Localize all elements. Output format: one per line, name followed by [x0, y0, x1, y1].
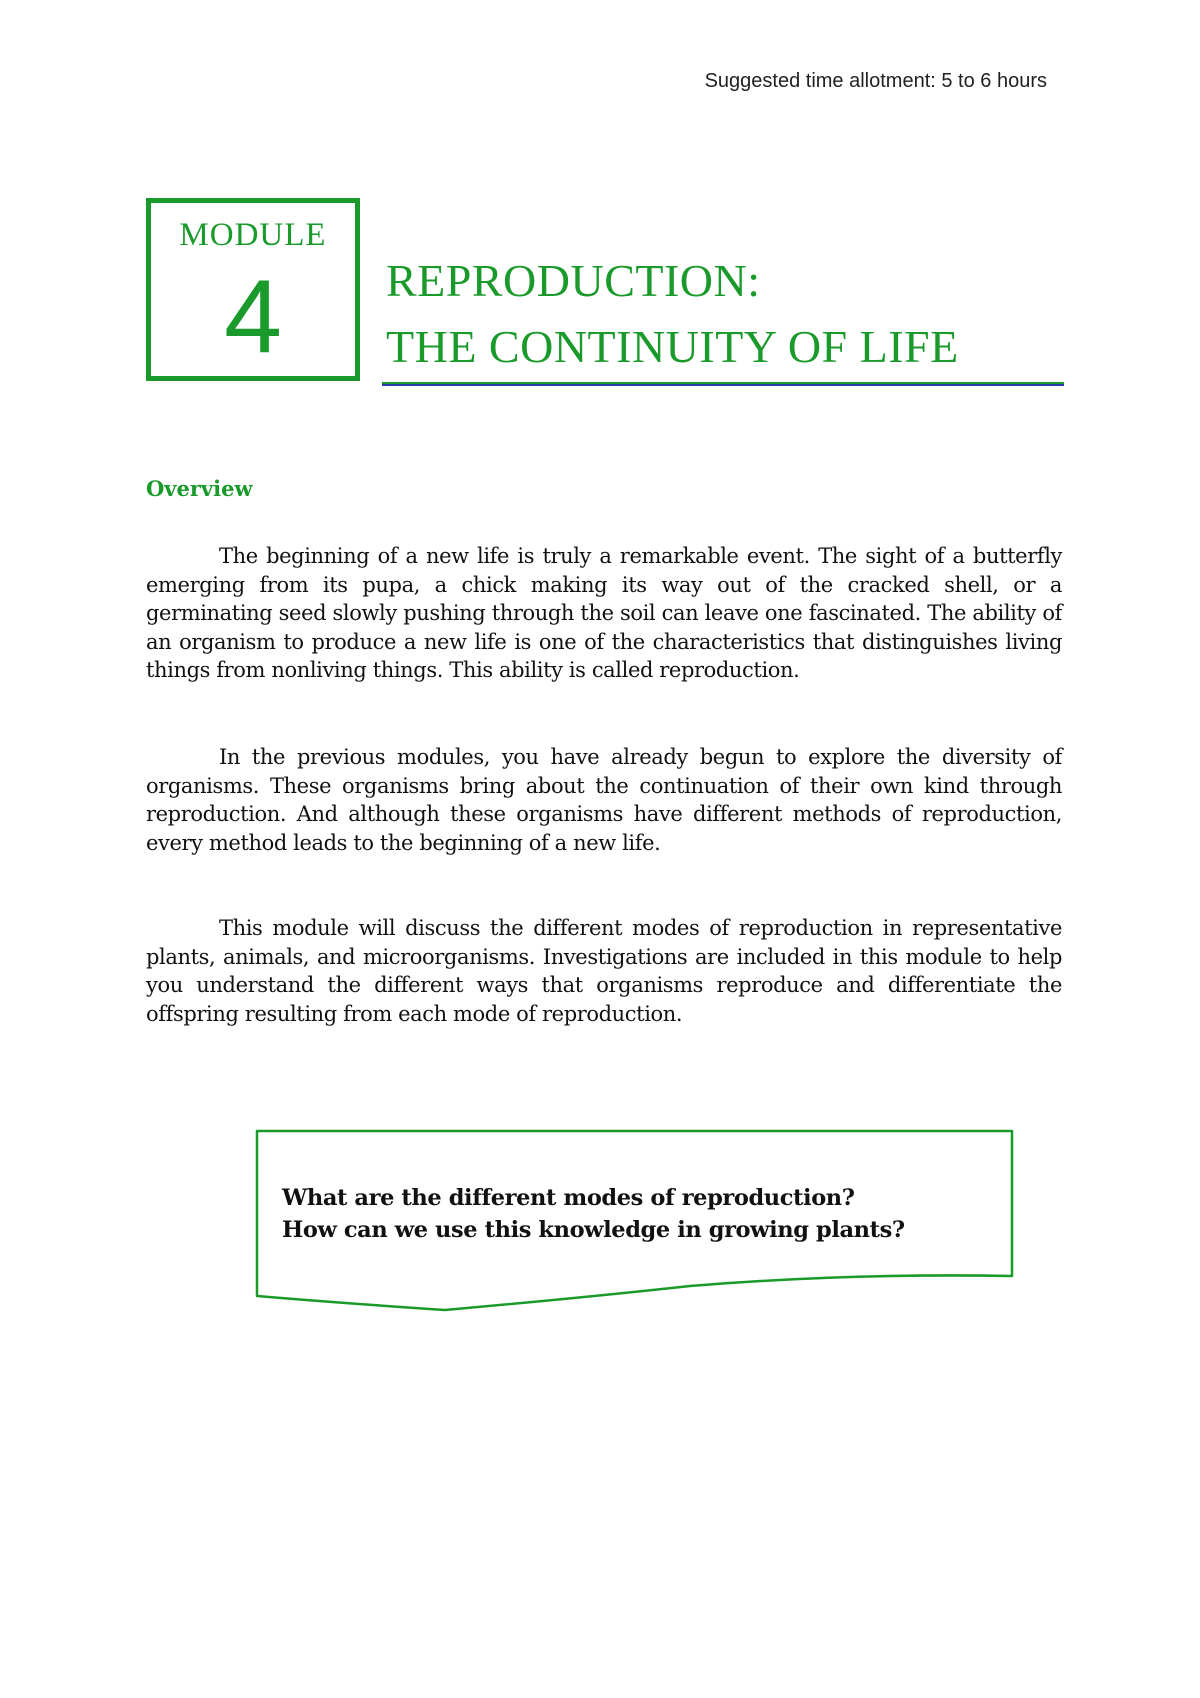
guide-question-2: How can we use this knowledge in growing plants?	[282, 1217, 905, 1243]
module-label: MODULE	[179, 217, 327, 253]
title-underline	[382, 382, 1064, 386]
module-badge	[146, 198, 360, 381]
guide-questions	[282, 1182, 982, 1246]
module-title-line2: THE CONTINUITY OF LIFE	[386, 321, 959, 372]
module-title	[386, 248, 959, 380]
time-allotment: Suggested time allotment: 5 to 6 hours	[704, 70, 1047, 92]
module-title-line1: REPRODUCTION:	[386, 255, 761, 306]
overview-heading: Overview	[146, 476, 253, 501]
guide-question-1: What are the different modes of reproduction?	[282, 1185, 855, 1211]
module-number: 4	[224, 259, 282, 375]
overview-paragraph-3: This module will discuss the different modes of reproduction in representative plants, animals, and microorganisms. Investigations are included in this module to help you understand the different ways that organisms reproduce and differentiate the offspring resulting from each mode of reproduction.	[146, 916, 1062, 1026]
overview-paragraph-2: In the previous modules, you have already begun to explore the diversity of organisms. These organisms bring about the continuation of their own kind through reproduction. And although these organisms have different methods of reproduction, every method leads to the beginning of a new life.	[146, 745, 1062, 855]
overview-paragraph-1: The beginning of a new life is truly a remarkable event. The sight of a butterfly emerging from its pupa, a chick making its way out of the cracked shell, or a germinating seed slowly pushing through the soil can leave one fascinated. The ability of an organism to produce a new life is one of the characteristics that distinguishes living things from nonliving things. This ability is called reproduction.	[146, 544, 1062, 683]
